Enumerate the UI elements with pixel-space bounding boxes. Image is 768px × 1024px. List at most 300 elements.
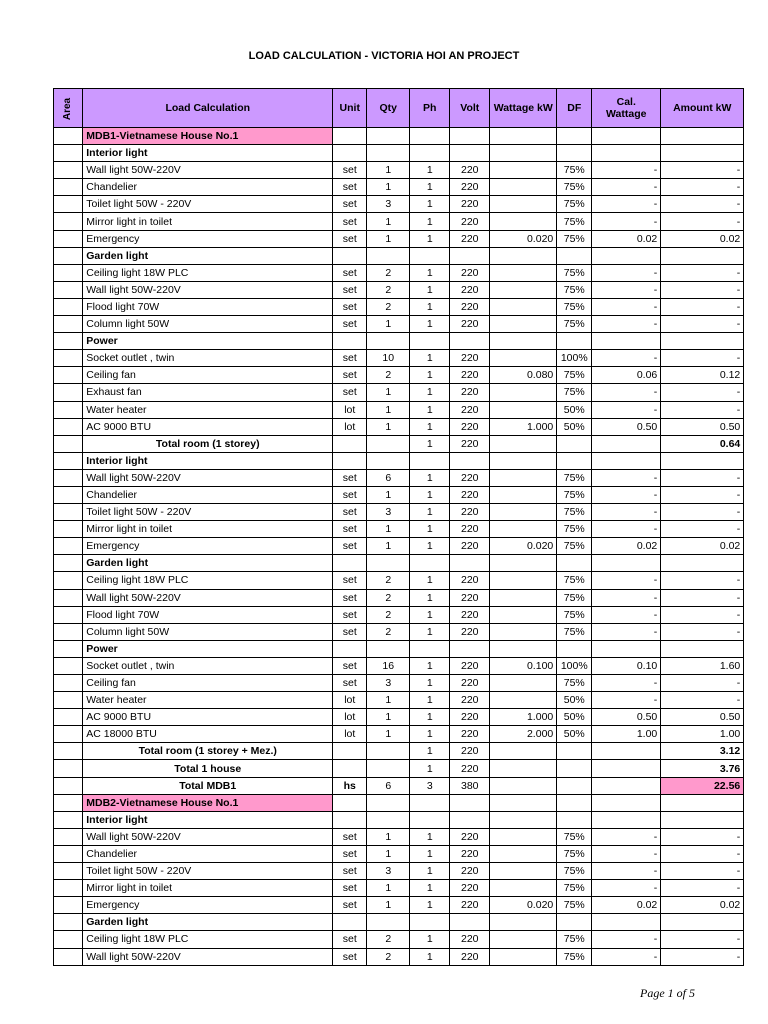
ph: 1 bbox=[410, 692, 450, 709]
empty-cell bbox=[367, 640, 410, 657]
amount-kw: - bbox=[661, 572, 744, 589]
item-name: Wall light 50W-220V bbox=[83, 828, 333, 845]
volt: 220 bbox=[450, 675, 490, 692]
wattage-kw bbox=[490, 863, 557, 880]
table-row bbox=[54, 504, 744, 521]
wattage-kw bbox=[490, 384, 557, 401]
unit: set bbox=[333, 863, 367, 880]
empty-cell bbox=[333, 145, 367, 162]
cal-wattage: - bbox=[592, 281, 661, 298]
area-cell bbox=[54, 281, 83, 298]
amount-kw: - bbox=[661, 401, 744, 418]
qty: 1 bbox=[367, 162, 410, 179]
volt: 220 bbox=[450, 298, 490, 315]
empty-cell bbox=[661, 794, 744, 811]
volt: 380 bbox=[450, 777, 490, 794]
item-name: Socket outlet , twin bbox=[83, 657, 333, 674]
volt: 220 bbox=[450, 469, 490, 486]
unit: set bbox=[333, 504, 367, 521]
wattage-kw bbox=[490, 880, 557, 897]
amount-kw: - bbox=[661, 213, 744, 230]
qty: 2 bbox=[367, 281, 410, 298]
empty-cell bbox=[410, 811, 450, 828]
empty-cell bbox=[661, 145, 744, 162]
header-qty: Qty bbox=[367, 89, 410, 128]
table-row bbox=[54, 418, 744, 435]
amount-kw: - bbox=[661, 589, 744, 606]
volt: 220 bbox=[450, 418, 490, 435]
amount-kw: - bbox=[661, 316, 744, 333]
table-row bbox=[54, 179, 744, 196]
empty-cell bbox=[333, 640, 367, 657]
area-cell bbox=[54, 196, 83, 213]
amount-kw: - bbox=[661, 504, 744, 521]
volt: 220 bbox=[450, 316, 490, 333]
empty-cell bbox=[333, 128, 367, 145]
ph: 1 bbox=[410, 623, 450, 640]
empty-cell bbox=[661, 247, 744, 264]
df: 75% bbox=[557, 469, 592, 486]
df: 75% bbox=[557, 281, 592, 298]
empty-cell bbox=[333, 811, 367, 828]
df: 75% bbox=[557, 931, 592, 948]
load-calculation-table bbox=[53, 88, 744, 966]
qty: 1 bbox=[367, 384, 410, 401]
empty-cell bbox=[333, 794, 367, 811]
empty-cell bbox=[367, 452, 410, 469]
volt: 220 bbox=[450, 196, 490, 213]
volt: 220 bbox=[450, 486, 490, 503]
area-cell bbox=[54, 743, 83, 760]
unit: set bbox=[333, 196, 367, 213]
volt: 220 bbox=[450, 692, 490, 709]
empty-cell bbox=[490, 333, 557, 350]
area-cell bbox=[54, 350, 83, 367]
cal-wattage: - bbox=[592, 931, 661, 948]
empty-cell bbox=[557, 128, 592, 145]
area-cell bbox=[54, 435, 83, 452]
volt: 220 bbox=[450, 504, 490, 521]
cal-wattage: - bbox=[592, 384, 661, 401]
group-row bbox=[54, 640, 744, 657]
cal-wattage bbox=[592, 760, 661, 777]
cal-wattage: - bbox=[592, 880, 661, 897]
empty-cell bbox=[557, 333, 592, 350]
header-row bbox=[54, 89, 744, 128]
area-cell bbox=[54, 418, 83, 435]
wattage-kw: 0.020 bbox=[490, 538, 557, 555]
unit: set bbox=[333, 469, 367, 486]
qty: 1 bbox=[367, 726, 410, 743]
ph: 1 bbox=[410, 213, 450, 230]
cal-wattage: - bbox=[592, 828, 661, 845]
area-cell bbox=[54, 452, 83, 469]
qty: 2 bbox=[367, 298, 410, 315]
qty: 1 bbox=[367, 316, 410, 333]
total-row bbox=[54, 760, 744, 777]
qty: 6 bbox=[367, 469, 410, 486]
empty-cell bbox=[592, 145, 661, 162]
empty-cell bbox=[490, 794, 557, 811]
item-name: Chandelier bbox=[83, 845, 333, 862]
empty-cell bbox=[450, 555, 490, 572]
section-label: MDB2-Vietnamese House No.1 bbox=[83, 794, 333, 811]
ph: 1 bbox=[410, 179, 450, 196]
volt: 220 bbox=[450, 880, 490, 897]
table-row bbox=[54, 657, 744, 674]
qty: 2 bbox=[367, 623, 410, 640]
empty-cell bbox=[490, 555, 557, 572]
area-cell bbox=[54, 640, 83, 657]
unit: lot bbox=[333, 726, 367, 743]
item-name: AC 9000 BTU bbox=[83, 709, 333, 726]
df: 75% bbox=[557, 521, 592, 538]
item-name: Wall light 50W-220V bbox=[83, 948, 333, 965]
item-name: AC 9000 BTU bbox=[83, 418, 333, 435]
cal-wattage: - bbox=[592, 298, 661, 315]
group-label: Garden light bbox=[83, 555, 333, 572]
volt: 220 bbox=[450, 828, 490, 845]
cal-wattage: - bbox=[592, 316, 661, 333]
qty: 1 bbox=[367, 401, 410, 418]
header-load-calculation: Load Calculation bbox=[83, 89, 333, 128]
empty-cell bbox=[367, 914, 410, 931]
ph: 1 bbox=[410, 675, 450, 692]
item-name: Column light 50W bbox=[83, 316, 333, 333]
volt: 220 bbox=[450, 179, 490, 196]
item-name: Mirror light in toilet bbox=[83, 521, 333, 538]
table-row bbox=[54, 897, 744, 914]
qty: 1 bbox=[367, 213, 410, 230]
area-cell bbox=[54, 931, 83, 948]
header-volt: Volt bbox=[450, 89, 490, 128]
empty-cell bbox=[410, 794, 450, 811]
area-cell bbox=[54, 709, 83, 726]
amount-kw: 22.56 bbox=[661, 777, 744, 794]
group-row bbox=[54, 555, 744, 572]
unit: set bbox=[333, 213, 367, 230]
wattage-kw bbox=[490, 196, 557, 213]
table-row bbox=[54, 264, 744, 281]
volt: 220 bbox=[450, 384, 490, 401]
amount-kw: - bbox=[661, 623, 744, 640]
empty-cell bbox=[450, 452, 490, 469]
df bbox=[557, 777, 592, 794]
wattage-kw bbox=[490, 162, 557, 179]
amount-kw: 3.76 bbox=[661, 760, 744, 777]
area-cell bbox=[54, 367, 83, 384]
empty-cell bbox=[490, 247, 557, 264]
cal-wattage: 0.50 bbox=[592, 418, 661, 435]
qty: 1 bbox=[367, 418, 410, 435]
unit: set bbox=[333, 845, 367, 862]
area-cell bbox=[54, 675, 83, 692]
item-name: Chandelier bbox=[83, 486, 333, 503]
df: 75% bbox=[557, 828, 592, 845]
amount-kw: 1.00 bbox=[661, 726, 744, 743]
amount-kw: - bbox=[661, 179, 744, 196]
qty: 3 bbox=[367, 675, 410, 692]
amount-kw: 1.60 bbox=[661, 657, 744, 674]
ph: 1 bbox=[410, 845, 450, 862]
amount-kw: - bbox=[661, 880, 744, 897]
amount-kw: 0.50 bbox=[661, 418, 744, 435]
table-row bbox=[54, 606, 744, 623]
unit: set bbox=[333, 880, 367, 897]
unit bbox=[333, 760, 367, 777]
total-label: Total room (1 storey) bbox=[83, 435, 333, 452]
cal-wattage: - bbox=[592, 196, 661, 213]
df: 100% bbox=[557, 350, 592, 367]
unit bbox=[333, 435, 367, 452]
cal-wattage: - bbox=[592, 863, 661, 880]
group-row bbox=[54, 145, 744, 162]
empty-cell bbox=[410, 452, 450, 469]
table-row bbox=[54, 162, 744, 179]
item-name: Ceiling light 18W PLC bbox=[83, 264, 333, 281]
ph: 1 bbox=[410, 435, 450, 452]
area-cell bbox=[54, 213, 83, 230]
df: 50% bbox=[557, 709, 592, 726]
df: 100% bbox=[557, 657, 592, 674]
unit: set bbox=[333, 572, 367, 589]
empty-cell bbox=[367, 333, 410, 350]
df bbox=[557, 435, 592, 452]
area-cell bbox=[54, 333, 83, 350]
area-cell bbox=[54, 777, 83, 794]
qty bbox=[367, 435, 410, 452]
df: 75% bbox=[557, 880, 592, 897]
wattage-kw bbox=[490, 572, 557, 589]
header-unit: Unit bbox=[333, 89, 367, 128]
unit: hs bbox=[333, 777, 367, 794]
df: 75% bbox=[557, 572, 592, 589]
volt: 220 bbox=[450, 845, 490, 862]
wattage-kw bbox=[490, 504, 557, 521]
empty-cell bbox=[661, 452, 744, 469]
table-row bbox=[54, 931, 744, 948]
empty-cell bbox=[450, 811, 490, 828]
df: 75% bbox=[557, 504, 592, 521]
empty-cell bbox=[410, 145, 450, 162]
empty-cell bbox=[592, 640, 661, 657]
table-row bbox=[54, 572, 744, 589]
amount-kw: 0.12 bbox=[661, 367, 744, 384]
empty-cell bbox=[410, 247, 450, 264]
item-name: Flood light 70W bbox=[83, 298, 333, 315]
unit: set bbox=[333, 657, 367, 674]
qty: 3 bbox=[367, 504, 410, 521]
section-label: MDB1-Vietnamese House No.1 bbox=[83, 128, 333, 145]
empty-cell bbox=[450, 794, 490, 811]
unit: set bbox=[333, 623, 367, 640]
wattage-kw: 2.000 bbox=[490, 726, 557, 743]
area-cell bbox=[54, 828, 83, 845]
df: 75% bbox=[557, 384, 592, 401]
cal-wattage: - bbox=[592, 504, 661, 521]
unit: set bbox=[333, 384, 367, 401]
unit: set bbox=[333, 281, 367, 298]
item-name: Toilet light 50W - 220V bbox=[83, 863, 333, 880]
cal-wattage: - bbox=[592, 589, 661, 606]
amount-kw: 0.02 bbox=[661, 538, 744, 555]
item-name: Emergency bbox=[83, 230, 333, 247]
item-name: Wall light 50W-220V bbox=[83, 589, 333, 606]
unit: set bbox=[333, 316, 367, 333]
table-row bbox=[54, 675, 744, 692]
wattage-kw: 0.080 bbox=[490, 367, 557, 384]
wattage-kw bbox=[490, 401, 557, 418]
group-label: Interior light bbox=[83, 452, 333, 469]
volt: 220 bbox=[450, 281, 490, 298]
table-row bbox=[54, 196, 744, 213]
volt: 220 bbox=[450, 572, 490, 589]
ph: 1 bbox=[410, 572, 450, 589]
df: 75% bbox=[557, 948, 592, 965]
cal-wattage: 1.00 bbox=[592, 726, 661, 743]
empty-cell bbox=[557, 914, 592, 931]
item-name: Flood light 70W bbox=[83, 606, 333, 623]
item-name: Wall light 50W-220V bbox=[83, 162, 333, 179]
empty-cell bbox=[661, 640, 744, 657]
unit: lot bbox=[333, 709, 367, 726]
volt: 220 bbox=[450, 435, 490, 452]
qty: 1 bbox=[367, 828, 410, 845]
amount-kw: - bbox=[661, 675, 744, 692]
ph: 1 bbox=[410, 948, 450, 965]
table-row bbox=[54, 692, 744, 709]
table-row bbox=[54, 726, 744, 743]
area-cell bbox=[54, 230, 83, 247]
empty-cell bbox=[450, 640, 490, 657]
df: 75% bbox=[557, 897, 592, 914]
wattage-kw: 0.020 bbox=[490, 897, 557, 914]
cal-wattage: - bbox=[592, 179, 661, 196]
qty: 3 bbox=[367, 196, 410, 213]
amount-kw: - bbox=[661, 692, 744, 709]
qty: 1 bbox=[367, 230, 410, 247]
area-cell bbox=[54, 469, 83, 486]
area-cell bbox=[54, 606, 83, 623]
empty-cell bbox=[661, 555, 744, 572]
df: 50% bbox=[557, 692, 592, 709]
df: 75% bbox=[557, 538, 592, 555]
ph: 1 bbox=[410, 469, 450, 486]
area-cell bbox=[54, 845, 83, 862]
cal-wattage: - bbox=[592, 845, 661, 862]
wattage-kw bbox=[490, 760, 557, 777]
unit: set bbox=[333, 948, 367, 965]
empty-cell bbox=[410, 128, 450, 145]
ph: 1 bbox=[410, 521, 450, 538]
area-cell bbox=[54, 572, 83, 589]
amount-kw: - bbox=[661, 298, 744, 315]
table-row bbox=[54, 401, 744, 418]
table-row bbox=[54, 863, 744, 880]
empty-cell bbox=[367, 128, 410, 145]
empty-cell bbox=[592, 555, 661, 572]
amount-kw: - bbox=[661, 196, 744, 213]
wattage-kw bbox=[490, 623, 557, 640]
group-row bbox=[54, 333, 744, 350]
unit: lot bbox=[333, 692, 367, 709]
header-df: DF bbox=[557, 89, 592, 128]
wattage-kw bbox=[490, 298, 557, 315]
unit: set bbox=[333, 264, 367, 281]
amount-kw: - bbox=[661, 948, 744, 965]
amount-kw: - bbox=[661, 281, 744, 298]
area-cell bbox=[54, 521, 83, 538]
header-amount-kw: Amount kW bbox=[661, 89, 744, 128]
area-cell bbox=[54, 623, 83, 640]
df bbox=[557, 743, 592, 760]
amount-kw: 0.02 bbox=[661, 897, 744, 914]
wattage-kw bbox=[490, 589, 557, 606]
empty-cell bbox=[661, 333, 744, 350]
wattage-kw bbox=[490, 931, 557, 948]
cal-wattage: - bbox=[592, 162, 661, 179]
wattage-kw bbox=[490, 213, 557, 230]
amount-kw: - bbox=[661, 606, 744, 623]
area-cell bbox=[54, 880, 83, 897]
df: 75% bbox=[557, 179, 592, 196]
empty-cell bbox=[592, 794, 661, 811]
table-row bbox=[54, 880, 744, 897]
table-row bbox=[54, 469, 744, 486]
empty-cell bbox=[410, 914, 450, 931]
table-row bbox=[54, 521, 744, 538]
item-name: Ceiling fan bbox=[83, 675, 333, 692]
ph: 1 bbox=[410, 367, 450, 384]
volt: 220 bbox=[450, 230, 490, 247]
empty-cell bbox=[557, 794, 592, 811]
wattage-kw bbox=[490, 264, 557, 281]
area-cell bbox=[54, 589, 83, 606]
item-name: Column light 50W bbox=[83, 623, 333, 640]
qty: 1 bbox=[367, 486, 410, 503]
qty: 6 bbox=[367, 777, 410, 794]
qty: 1 bbox=[367, 880, 410, 897]
table-row bbox=[54, 845, 744, 862]
area-cell bbox=[54, 692, 83, 709]
cal-wattage: - bbox=[592, 521, 661, 538]
qty bbox=[367, 760, 410, 777]
area-cell bbox=[54, 555, 83, 572]
df: 75% bbox=[557, 213, 592, 230]
df: 50% bbox=[557, 418, 592, 435]
area-cell bbox=[54, 264, 83, 281]
empty-cell bbox=[333, 914, 367, 931]
header-area: Area bbox=[54, 89, 83, 128]
item-name: Mirror light in toilet bbox=[83, 880, 333, 897]
empty-cell bbox=[557, 640, 592, 657]
ph: 1 bbox=[410, 863, 450, 880]
empty-cell bbox=[333, 333, 367, 350]
amount-kw: 0.50 bbox=[661, 709, 744, 726]
table-row bbox=[54, 828, 744, 845]
unit: set bbox=[333, 162, 367, 179]
total-row bbox=[54, 777, 744, 794]
volt: 220 bbox=[450, 623, 490, 640]
table-row bbox=[54, 316, 744, 333]
total-row bbox=[54, 435, 744, 452]
ph: 1 bbox=[410, 760, 450, 777]
volt: 220 bbox=[450, 657, 490, 674]
item-name: Mirror light in toilet bbox=[83, 213, 333, 230]
amount-kw: - bbox=[661, 469, 744, 486]
volt: 220 bbox=[450, 709, 490, 726]
wattage-kw bbox=[490, 316, 557, 333]
